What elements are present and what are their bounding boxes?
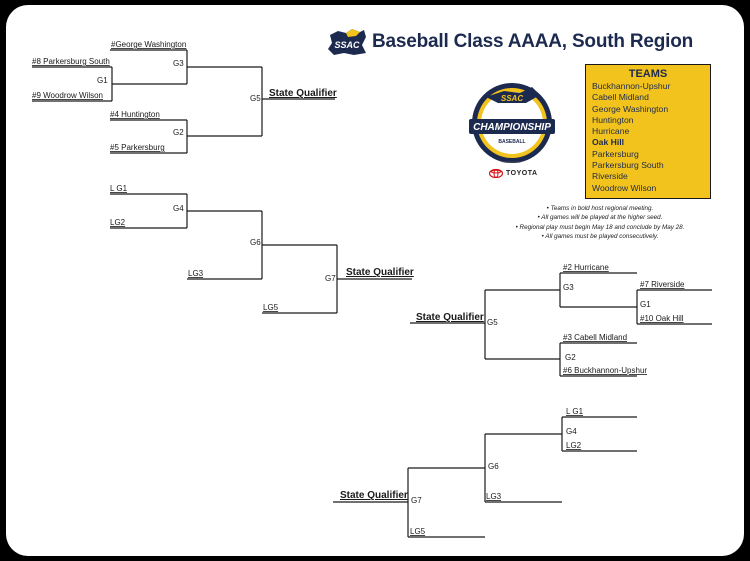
bracket-a-g2-label: G2	[173, 128, 184, 137]
championship-presented-text: PRESENTED BY	[502, 161, 522, 164]
bracket-sheet	[6, 5, 744, 556]
bracket-c-g7-result: State Qualifier	[340, 490, 408, 501]
note-item: • All games must be played consecutively.	[541, 233, 659, 241]
bracket-c-g4-bottom: LG2	[566, 441, 582, 450]
championship-sport-text: BASEBALL	[498, 139, 526, 145]
championship-badge-text: SSAC	[500, 94, 524, 103]
bracket-a-g4-bottom: LG2	[110, 218, 126, 227]
bracket-c-g4-top: L G1	[566, 407, 584, 416]
team-item: George Washington	[592, 103, 669, 114]
bracket-a-g4-top: L G1	[110, 184, 128, 193]
bracket-b-g3-label: G3	[563, 283, 574, 292]
note-item: • All games will be played at the higher seed.	[537, 214, 663, 222]
teams-heading: TEAMS	[628, 68, 668, 80]
team-item: Woodrow Wilson	[592, 182, 657, 193]
team-item: Oak Hill	[592, 137, 624, 148]
bracket-a-g6-bottom: LG3	[188, 269, 204, 278]
bracket-c-g6-label: G6	[488, 462, 499, 471]
team-item: Buckhannon-Upshur	[592, 81, 671, 91]
teams-panel	[585, 64, 711, 199]
team-item: Cabell Midland	[592, 92, 649, 103]
bracket-b-g3-top: #2 Hurricane	[563, 263, 609, 272]
team-item: Parkersburg	[592, 148, 639, 159]
note-item: • Teams in bold host regional meeting.	[546, 205, 654, 212]
bracket-a-g3-label: G3	[173, 59, 184, 68]
bracket-a-g1-bottom: #9 Woodrow Wilson	[32, 91, 103, 100]
notes	[480, 204, 720, 242]
bracket-a-g4-label: G4	[173, 204, 184, 213]
bracket-c-g6-bottom: LG3	[486, 492, 502, 501]
championship-logo	[466, 77, 558, 169]
teams-list	[592, 81, 704, 194]
team-item: Parkersburg South	[592, 160, 664, 171]
championship-banner-text: CHAMPIONSHIP	[473, 122, 551, 133]
bracket-b-g5-label: G5	[487, 318, 498, 327]
bracket-b-g2-label: G2	[565, 353, 576, 362]
bracket-a-g5-result: State Qualifier	[269, 88, 337, 99]
bracket-a	[32, 40, 414, 313]
bracket-b-g2-top: #3 Cabell Midland	[563, 333, 628, 342]
bracket-b-g1-label: G1	[640, 300, 651, 309]
bracket-c-g4-label: G4	[566, 427, 577, 436]
header	[326, 27, 693, 57]
note-item: • Regional play must begin May 18 and conclude by May 28.	[515, 223, 685, 231]
bracket-b-g2-bottom: #6 Buckhannon-Upshur	[563, 366, 648, 375]
bracket-c-g7-bottom: LG5	[410, 527, 426, 536]
toyota-icon	[489, 169, 503, 178]
ssac-logo-text: SSAC	[334, 40, 360, 50]
bracket-c-g7-label: G7	[411, 496, 422, 505]
bracket-b-g1-bottom: #10 Oak Hill	[640, 314, 684, 323]
bracket-b	[410, 263, 712, 376]
bracket-a-g7-bottom: LG5	[263, 303, 279, 312]
team-item: Huntington	[592, 114, 634, 125]
bracket-a-g7-label: G7	[325, 274, 336, 283]
sponsor-name: TOYOTA	[506, 170, 538, 177]
team-item: Hurricane	[592, 126, 630, 137]
bracket-c	[333, 407, 637, 537]
bracket-a-g3-top: #George Washington	[111, 40, 187, 49]
bracket-a-g2-top: #4 Huntington	[110, 110, 160, 119]
bracket-a-g2-bottom: #5 Parkersburg	[110, 143, 165, 152]
bracket-a-g5-label: G5	[250, 94, 261, 103]
sponsor	[489, 169, 538, 178]
bracket-a-g7-result: State Qualifier	[346, 267, 414, 278]
bracket-a-g6-label: G6	[250, 238, 261, 247]
bracket-a-g1-top: #8 Parkersburg South	[32, 57, 110, 66]
bracket-b-g1-top: #7 Riverside	[640, 280, 685, 289]
ssac-logo-icon	[326, 27, 368, 57]
bracket-a-g1-label: G1	[97, 76, 108, 85]
page-title: Baseball Class AAAA, South Region	[372, 31, 694, 52]
team-item: Riverside	[592, 171, 628, 182]
bracket-b-g5-result: State Qualifier	[416, 312, 484, 323]
